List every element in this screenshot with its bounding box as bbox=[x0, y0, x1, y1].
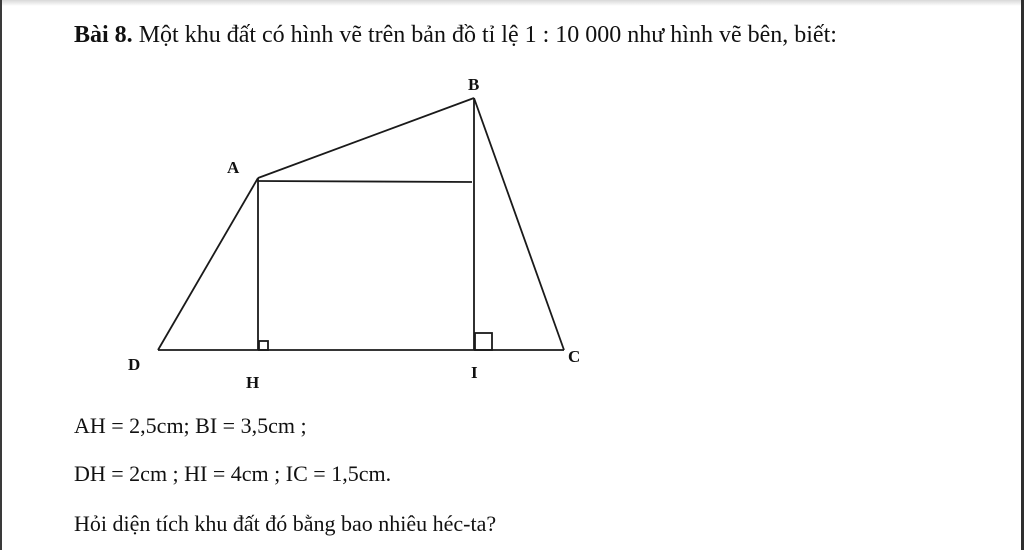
label-point-b: B bbox=[468, 75, 480, 94]
right-angle-mark-h bbox=[259, 341, 268, 350]
label-point-a: A bbox=[227, 158, 240, 177]
right-angle-mark-i bbox=[475, 333, 492, 350]
label-point-c: C bbox=[568, 347, 581, 366]
segment-bc bbox=[474, 98, 564, 350]
problem-statement: Một khu đất có hình vẽ trên bản đồ tỉ lệ 1 : 10 000 như hình vẽ bên, biết: bbox=[138, 22, 837, 48]
label-point-i: I bbox=[471, 363, 478, 382]
given-line-2: DH = 2cm ; HI = 4cm ; IC = 1,5cm. bbox=[74, 461, 392, 486]
given-line-1: AH = 2,5cm; BI = 3,5cm ; bbox=[74, 413, 307, 438]
label-point-h: H bbox=[246, 373, 260, 392]
segment-horizontal-from-a bbox=[258, 181, 472, 182]
segment-ab bbox=[258, 98, 474, 178]
segment-da bbox=[158, 178, 258, 350]
question-text: Hỏi diện tích khu đất đó bằng bao nhiêu héc-ta? bbox=[74, 511, 497, 536]
problem-number: Bài 8. bbox=[74, 22, 133, 48]
label-point-d: D bbox=[128, 355, 141, 374]
